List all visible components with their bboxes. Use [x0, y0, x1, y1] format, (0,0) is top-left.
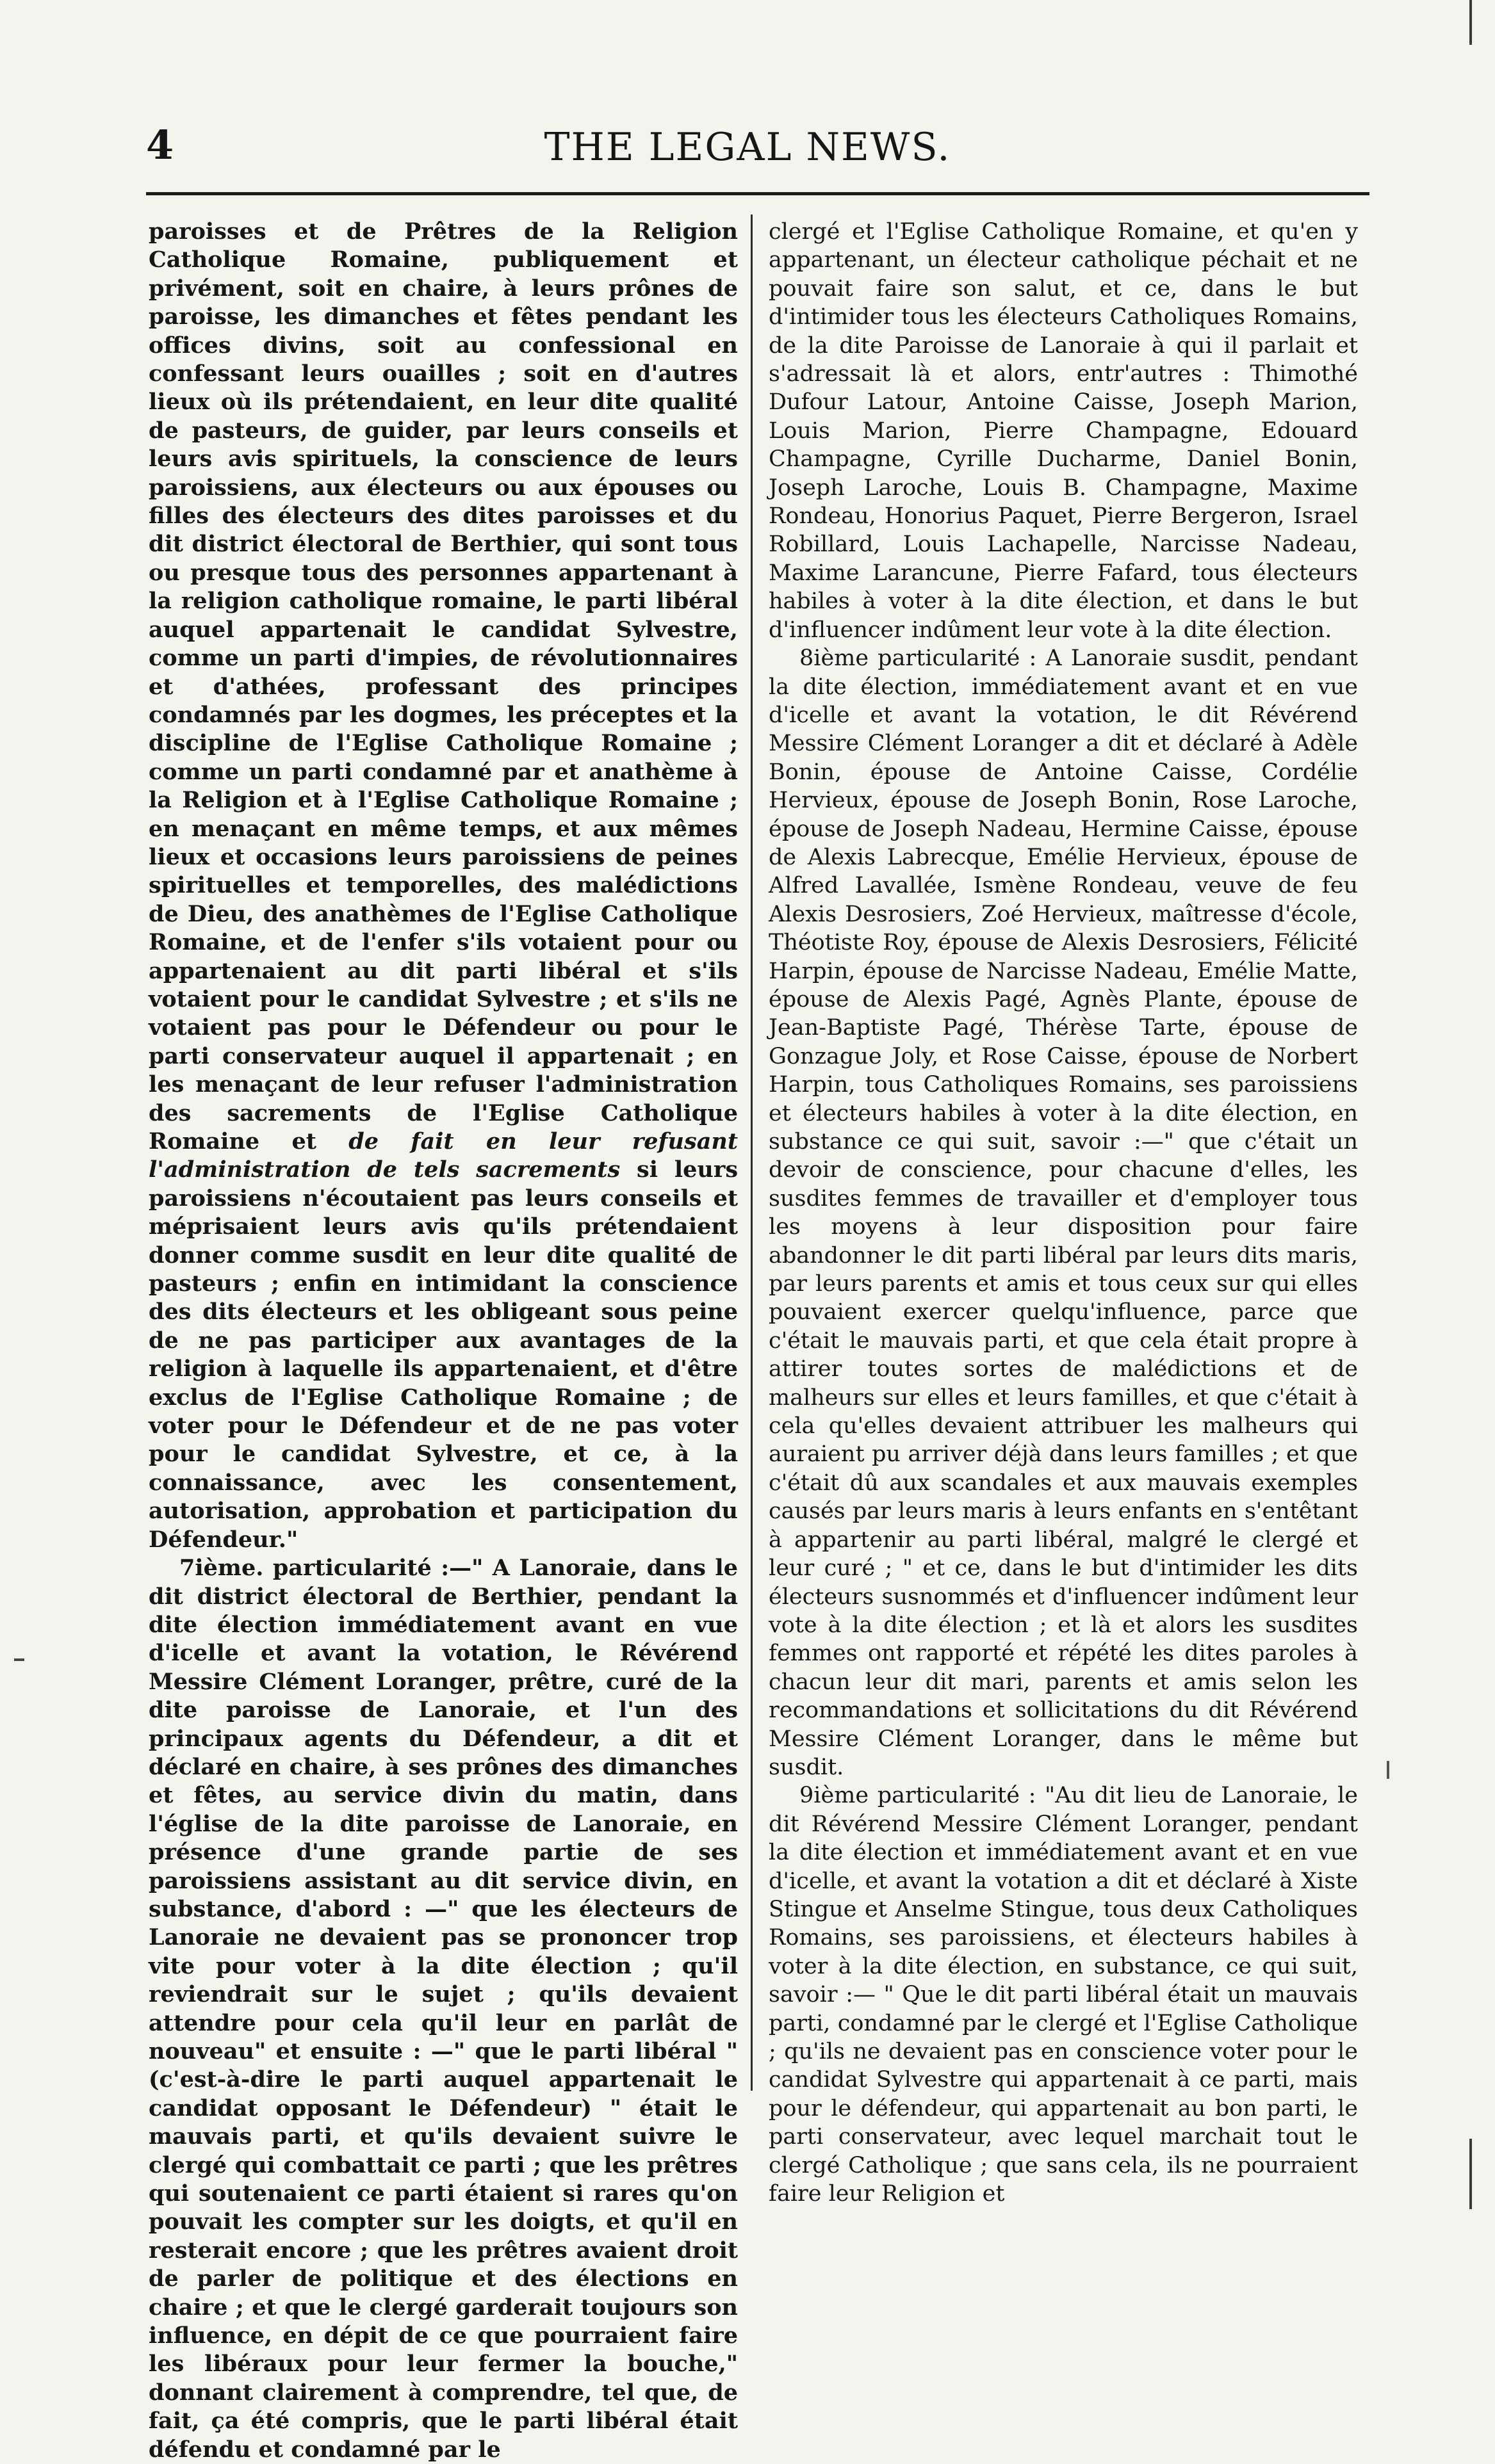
left-paragraph-end: si leurs paroissiens n'écoutaient pas leurs conseils et méprisaient leurs avis qu'ils prétendaient donner comme susdit en leur dite qualité de pasteurs ; enfin en intimidant la conscience des dits électeurs et les obligeant sous peine de ne pas participer aux avantages de la religion à laquelle ils appartenaient, et d'être exclus de l'Eglise Catholique Romaine ; de voter pour le Défendeur et de ne pas voter pour le candidat Sylvestre, et ce, à la connaissance, avec les consentement, autorisation, approbation et participation du Défendeur."	[149, 1156, 739, 1553]
right-paragraph-continuation: clergé et l'Eglise Catholique Romaine, et qu'en y appartenant, un électeur catholique péchait et ne pouvait faire son salut, et ce, dans le but d'intimider tous les électeurs Catholiques Romains, de la dite Paroisse de Lanoraie à qui il parlait et s'adressait là et alors, entr'autres : Thimothé Dufour Latour, Antoine Caisse, Joseph Marion, Louis Marion, Pierre Champagne, Edouard Champagne, Cyrille Ducharme, Daniel Bonin, Joseph Laroche, Louis B. Champagne, Maxime Rondeau, Honorius Paquet, Pierre Bergeron, Israel Robillard, Louis Lachapelle, Narcisse Nadeau, Maxime Larancune, Pierre Fafard, tous électeurs habiles à voter à la dite élection, et dans le but d'influencer indûment leur vote à la dite élection.	[769, 219, 1358, 643]
right-paragraph-9: 9ième particularité : "Au dit lieu de Lanoraie, le dit Révérend Messire Clément Loranger, pendant la dite élection et immédiatement avant et en vue d'icelle, et avant la votation a dit et déclaré à Xiste Stingue et Anselme Stingue, tous deux Catholiques Romains, ses paroissiens, et électeurs habiles à voter à la dite élection, en substance, ce qui suit, savoir :— " Que le dit parti libéral était un mauvais parti, condamné par le clergé et l'Eglise Catholique ; qu'ils ne devaient pas en conscience voter pour le candidat Sylvestre qui appartenait à ce parti, mais pour le défendeur, qui appartenait au bon parti, le parti conservateur, avec lequel marchait tout le clergé Catholique ; que sans cela, ils ne pourraient faire leur Religion et	[769, 1783, 1358, 2207]
column-divider	[751, 215, 753, 2091]
edge-mark-top	[1469, 0, 1472, 45]
running-title: THE LEGAL NEWS.	[544, 125, 951, 170]
margin-mark-right	[1387, 1761, 1389, 1779]
left-italic-phrase: de fait en leur refusant l'administration de tels sacrements	[149, 1128, 738, 1183]
right-paragraph-8: 8ième particularité : A Lanoraie susdit, pendant la dite élection, immédiatement avant et en vue d'icelle et avant la votation, le dit Révérend Messire Clément Loranger a dit et déclaré à Adèle Bonin, épouse de Antoine Caisse, Cordélie Hervieux, épouse de Joseph Bonin, Rose Laroche, épouse de Joseph Nadeau, Hermine Caisse, épouse de Alexis Labrecque, Emélie Hervieux, épouse de Alfred Lavallée, Ismène Rondeau, veuve de feu Alexis Desrosiers, Zoé Hervieux, maîtresse d'école, Théotiste Roy, épouse de Alexis Desrosiers, Félicité Harpin, épouse de Narcisse Nadeau, Emélie Matte, épouse de Alexis Pagé, Agnès Plante, épouse de Jean-Baptiste Pagé, Thérèse Tarte, épouse de Gonzague Joly, et Rose Caisse, épouse de Norbert Harpin, tous Catholiques Romains, ses paroissiens et électeurs habiles à voter à la dite élection, en substance ce qui suit, savoir :—" que c'était un devoir de conscience, pour chacune d'elles, les susdites femmes de travailler et d'employer tous les moyens à leur disposition pour faire abandonner le dit parti libéral par leurs dits maris, par leurs parents et amis et tous ceux sur qui elles pouvaient exercer quelqu'influence, parce que c'était le mauvais parti, et que cela était propre à attirer toutes sortes de malédictions et de malheurs sur elles et leurs familles, et que c'était à cela qu'elles devaient attribuer les malheurs qui auraient pu arriver déjà dans leurs familles ; et que c'était dû aux scandales et aux mauvais exemples causés par leurs maris à leurs enfants en s'entêtant à appartenir au parti libéral, malgré le clergé et leur curé ; " et ce, dans le but d'intimider les dits électeurs susnommés et d'influencer indûment leur vote à la dite élection ; et là et alors les susdites femmes ont rapporté et répété les dites paroles à chacun leur dit mari, parents et amis selon les recommandations et sollicitations du dit Révérend Messire Clément Loranger, dans le même but susdit.	[769, 645, 1358, 1780]
left-paragraph-text: paroisses et de Prêtres de la Religion Catholique Romaine, publiquement et privément, soit en chaire, à leurs prônes de paroisse, les dimanches et fêtes pendant les offices divins, soit au confessional en confessant leurs ouailles ; soit en d'autres lieux où ils prétendaient, en leur dite qualité de pasteurs, de guider, par leurs conseils et leurs avis spirituels, la conscience de leurs paroissiens, aux électeurs ou aux épouses ou filles des électeurs des dites paroisses et du dit district électoral de Berthier, qui sont tous ou presque tous des personnes appartenant à la religion catholique romaine, le parti libéral auquel appartenait le candidat Sylvestre, comme un parti d'impies, de révolutionnaires et d'athées, professant des principes condamnés par les dogmes, les préceptes et la discipline de l'Eglise Catholique Romaine ; comme un parti condamné par et anathème à la Religion et à l'Eglise Catholique Romaine ; en menaçant en même temps, et aux mêmes lieux et occasions leurs paroissiens de peines spirituelles et temporelles, des malédictions de Dieu, des anathèmes de l'Eglise Catholique Romaine, et de l'enfer s'ils votaient pour ou appartenaient au dit parti libéral et s'ils votaient pour le candidat Sylvestre ; et s'ils ne votaient pas pour le Défendeur ou pour le parti conservateur auquel il appartenait ; en les menaçant de leur refuser l'administration des sacrements de l'Eglise Catholique Romaine et	[149, 218, 738, 1155]
left-paragraph-7: 7ième. particularité :—" A Lanoraie, dans le dit district électoral de Berthier, pendant la dite élection immédiatement avant en vue d'icelle et avant la votation, le Révérend Messire Clément Loranger, prêtre, curé de la dite paroisse de Lanoraie, et l'un des principaux agents du Défendeur, a dit et déclaré en chaire, à ses prônes des dimanches et fêtes, au service divin du matin, dans l'église de la dite paroisse de Lanoraie, en présence d'une grande partie de ses paroissiens assistant au dit service divin, en substance, d'abord : —" que les électeurs de Lanoraie ne devaient pas se prononcer trop vite pour voter à la dite élection ; qu'il reviendrait sur le sujet ; qu'ils devaient attendre pour cela qu'il leur en parlât de nouveau" et ensuite : —" que le parti libéral " (c'est-à-dire le parti auquel appartenait le candidat opposant le Défendeur) " était le mauvais parti, et qu'ils devaient suivre le clergé qui combattait ce parti ; que les prêtres qui soutenaient ce parti étaient si rares qu'on pouvait les compter sur les doigts, et qu'il en resterait encore ; que les prêtres avaient droit de parler de politique et des élections en chaire ; et que le clergé garderait toujours son influence, en dépit de ce que pourraient faire les libéraux pour leur fermer la bouche," donnant clairement à comprendre, tel que, de fait, ça été compris, que le parti libéral était défendu et condamné par le	[149, 1555, 738, 2463]
header-rule	[146, 192, 1369, 195]
page-number: 4	[146, 122, 174, 168]
left-column	[149, 218, 739, 2463]
right-column	[769, 218, 1358, 2207]
left-paragraph-continuation	[149, 218, 738, 1554]
margin-mark-left	[14, 1658, 24, 1661]
edge-mark-bottom	[1469, 2139, 1472, 2209]
